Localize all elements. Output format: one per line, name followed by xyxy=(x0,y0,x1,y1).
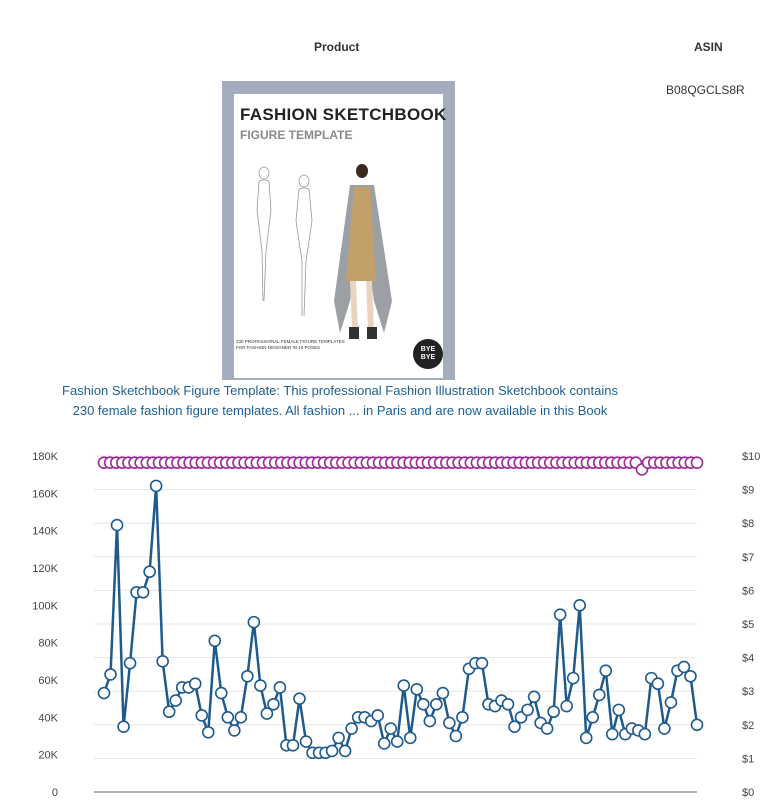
rank-series-point[interactable] xyxy=(164,706,175,717)
rank-series-point[interactable] xyxy=(581,732,592,743)
right-axis-tick-label: $4 xyxy=(742,652,755,665)
rank-series-point[interactable] xyxy=(392,736,403,747)
cover-footer: 230 PROFESSIONAL FEMALE FIGURE TEMPLATES FOR FASHION DESIGNER IN 10 POSES xyxy=(236,339,345,350)
rank-series-point[interactable] xyxy=(613,704,624,715)
fashion-figures-illustration xyxy=(242,151,442,341)
rank-series-point[interactable] xyxy=(411,684,422,695)
left-axis-tick-label: 80K xyxy=(38,637,58,650)
rank-series-point[interactable] xyxy=(287,740,298,751)
rank-series-point[interactable] xyxy=(561,701,572,712)
rank-series-point[interactable] xyxy=(685,671,696,682)
left-axis-tick-label: 0 xyxy=(51,787,58,799)
rank-series-point[interactable] xyxy=(301,736,312,747)
price-series-point[interactable] xyxy=(692,457,703,468)
rank-series-point[interactable] xyxy=(216,688,227,699)
rank-series-point[interactable] xyxy=(118,721,129,732)
rank-series-point[interactable] xyxy=(248,617,259,628)
rank-series-point[interactable] xyxy=(385,723,396,734)
cover-subtitle: FIGURE TEMPLATE xyxy=(240,128,353,142)
rank-series-point[interactable] xyxy=(529,691,540,702)
rank-series-point[interactable] xyxy=(327,745,338,756)
rank-series-point[interactable] xyxy=(346,723,357,734)
series-layer xyxy=(99,457,703,758)
rank-series-point[interactable] xyxy=(229,725,240,736)
rank-series-point[interactable] xyxy=(542,723,553,734)
left-axis-tick-label: 120K xyxy=(32,563,58,575)
rank-series-point[interactable] xyxy=(503,699,514,710)
rank-series-point[interactable] xyxy=(692,719,703,730)
rank-series-point[interactable] xyxy=(639,729,650,740)
rank-series-point[interactable] xyxy=(235,712,246,723)
product-description-link[interactable]: Fashion Sketchbook Figure Template: This professional Fashion Illustration Sketchbook contains 230 female fashion figure templates. All fashion ... in Paris and are now available in this Book xyxy=(62,383,618,418)
rank-series-point[interactable] xyxy=(424,716,435,727)
right-axis-ticks xyxy=(742,451,760,799)
rank-series-point[interactable] xyxy=(398,680,409,691)
rank-series-point[interactable] xyxy=(457,712,468,723)
cover-title: FASHION SKETCHBOOK xyxy=(240,105,447,124)
left-axis-tick-label: 40K xyxy=(38,712,58,725)
rank-series-line xyxy=(104,486,697,753)
right-axis-tick-label: $1 xyxy=(742,753,755,766)
left-axis-tick-label: 180K xyxy=(32,451,58,463)
rank-series-point[interactable] xyxy=(340,745,351,756)
right-axis-tick-label: $8 xyxy=(742,518,755,531)
rank-series-point[interactable] xyxy=(444,717,455,728)
right-axis-tick-label: $10 xyxy=(742,451,761,463)
rank-series-point[interactable] xyxy=(144,566,155,577)
right-axis-tick-label: $2 xyxy=(742,719,755,732)
rank-series-point[interactable] xyxy=(659,723,670,734)
rank-series-point[interactable] xyxy=(242,671,253,682)
rank-price-chart xyxy=(0,440,782,803)
rank-series-point[interactable] xyxy=(548,706,559,717)
rank-series-point[interactable] xyxy=(196,710,207,721)
left-axis-tick-label: 60K xyxy=(38,675,58,687)
rank-series-point[interactable] xyxy=(555,609,566,620)
rank-series-point[interactable] xyxy=(372,710,383,721)
left-axis-ticks xyxy=(32,451,58,799)
rank-series-point[interactable] xyxy=(587,712,598,723)
rank-series-point[interactable] xyxy=(568,673,579,684)
rank-series-point[interactable] xyxy=(157,656,168,667)
rank-series-point[interactable] xyxy=(203,727,214,738)
asin-column-header: ASIN xyxy=(694,40,723,54)
right-axis-tick-label: $5 xyxy=(742,619,755,631)
rank-series-point[interactable] xyxy=(431,699,442,710)
right-axis-tick-label: $7 xyxy=(742,551,755,564)
rank-series-point[interactable] xyxy=(665,697,676,708)
left-axis-tick-label: 140K xyxy=(32,525,58,538)
rank-series-point[interactable] xyxy=(222,712,233,723)
rank-series-point[interactable] xyxy=(476,658,487,669)
rank-series-point[interactable] xyxy=(138,587,149,598)
publisher-badge: BYE BYE xyxy=(413,339,443,369)
rank-series-point[interactable] xyxy=(112,520,123,531)
right-axis-tick-label: $9 xyxy=(742,484,755,497)
rank-series-point[interactable] xyxy=(151,480,162,491)
right-axis-tick-label: $6 xyxy=(742,585,755,598)
rank-series-point[interactable] xyxy=(522,704,533,715)
left-axis-tick-label: 100K xyxy=(32,600,58,613)
product-column-header: Product xyxy=(314,40,360,54)
rank-series-point[interactable] xyxy=(268,699,279,710)
rank-series-point[interactable] xyxy=(600,665,611,676)
rank-series-point[interactable] xyxy=(333,732,344,743)
rank-series-point[interactable] xyxy=(209,635,220,646)
rank-series-point[interactable] xyxy=(255,680,266,691)
rank-series-point[interactable] xyxy=(418,699,429,710)
rank-series-point[interactable] xyxy=(105,669,116,680)
right-axis-tick-label: $0 xyxy=(742,787,755,799)
rank-series-point[interactable] xyxy=(574,600,585,611)
rank-series-point[interactable] xyxy=(170,695,181,706)
product-cover-image[interactable] xyxy=(222,81,455,380)
left-axis-tick-label: 160K xyxy=(32,488,58,501)
rank-series-point[interactable] xyxy=(437,688,448,699)
rank-series-point[interactable] xyxy=(99,688,110,699)
rank-series-point[interactable] xyxy=(652,678,663,689)
rank-series-point[interactable] xyxy=(450,731,461,742)
rank-series-point[interactable] xyxy=(274,682,285,693)
rank-series-point[interactable] xyxy=(125,658,136,669)
asin-value: B08QGCLS8R xyxy=(666,83,745,97)
rank-series-point[interactable] xyxy=(594,689,605,700)
rank-series-point[interactable] xyxy=(607,729,618,740)
right-axis-tick-label: $3 xyxy=(742,686,755,699)
rank-series-point[interactable] xyxy=(379,738,390,749)
rank-series-point[interactable] xyxy=(190,678,201,689)
left-axis-tick-label: 20K xyxy=(38,749,58,762)
rank-series-point[interactable] xyxy=(405,732,416,743)
rank-series-point[interactable] xyxy=(294,693,305,704)
